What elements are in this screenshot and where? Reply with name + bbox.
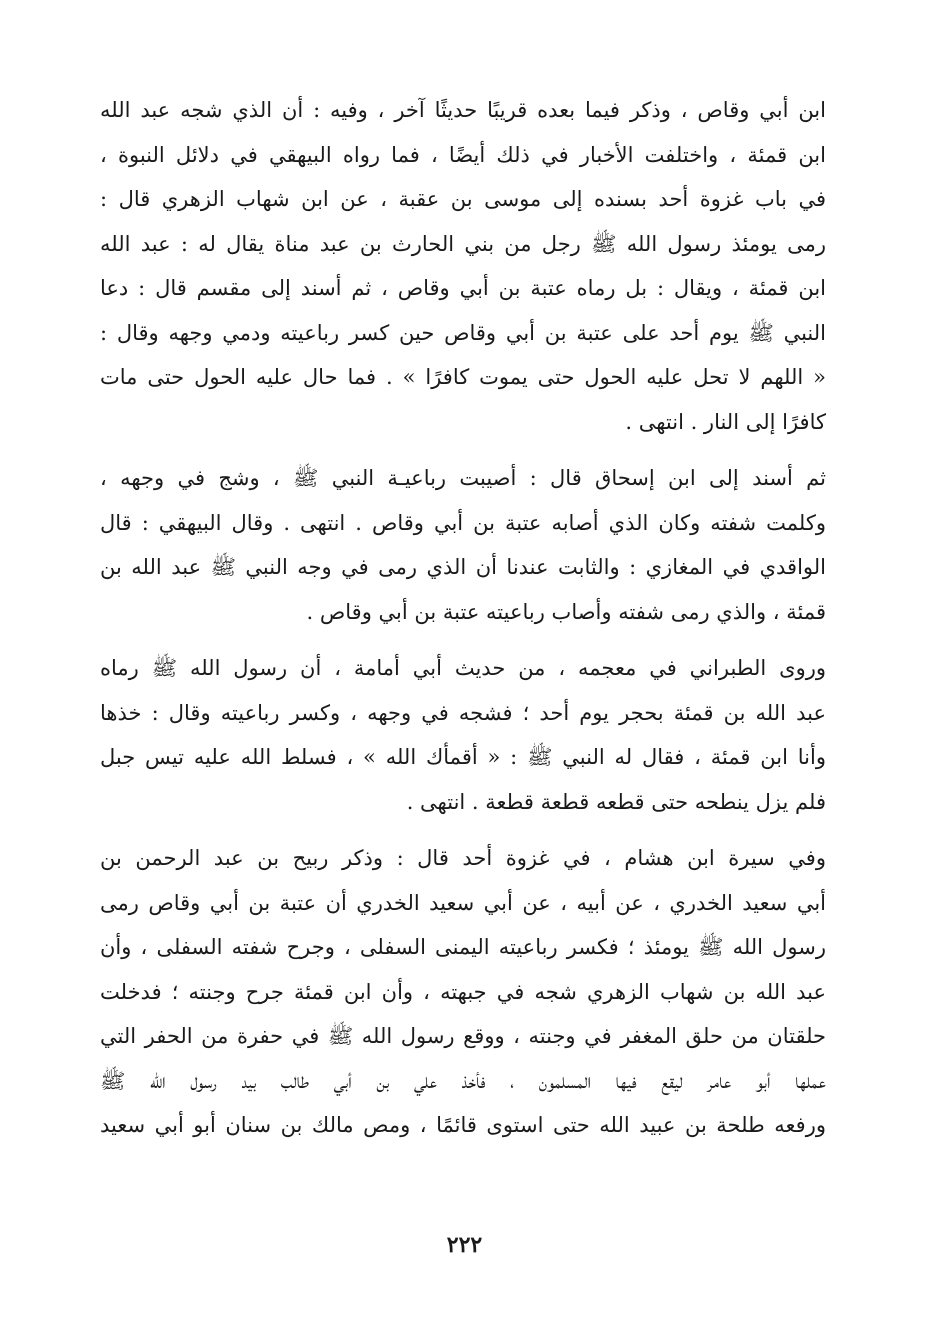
text-line: « اللهم لا تحل عليه الحول حتى يموت كافرًا » . فما حال عليه الحول حتى مات (100, 365, 826, 389)
text-line: عبد الله بن قمئة بحجر يوم أحد ؛ فشجه في وجهه ، وكسر رباعيته وقال : خذها (100, 700, 826, 725)
paragraph-4 (100, 836, 826, 1148)
text-line: رسول الله ﷺ يومئذ ؛ فكسر رباعيته اليمنى السفلى ، وجرح شفته السفلى ، وأن (100, 935, 826, 959)
text-line: ابن أبي وقاص ، وذكر فيما بعده قريبًا حديثًا آخر ، وفيه : أن الذي شجه عبد الله (100, 98, 826, 122)
paragraph-1 (100, 88, 826, 444)
text-line: وروى الطبراني في معجمه ، من حديث أبي أمامة ، أن رسول الله ﷺ رماه (100, 656, 826, 680)
text-line: ورفعه طلحة بن عبيد الله حتى استوى قائمًا ، ومص مالك بن سنان أبو أبي سعيد (100, 1113, 826, 1137)
text-line: كافرًا إلى النار . انتهى . (625, 409, 826, 434)
text-line: الواقدي في المغازي : والثابت عندنا أن الذي رمى في وجه النبي ﷺ عبد الله بن (100, 555, 826, 579)
paragraph-2 (100, 456, 826, 634)
page-number: ٢٢٢ (446, 1232, 483, 1258)
text-line: فلم يزل ينطحه حتى قطعه قطعة قطعة . انتهى . (406, 789, 826, 814)
text-line: ابن قمئة ، ويقال : بل رماه عتبة بن أبي وقاص ، ثم أسند إلى مقسم قال : دعا (100, 276, 826, 300)
paragraph-gap (100, 444, 826, 456)
text-line: وكلمت شفته وكان الذي أصابه عتبة بن أبي وقاص . انتهى . وقال البيهقي : قال (100, 510, 826, 535)
text-line: عملها أبو عامر ليقع فيها المسلمون ، فأخذ علي بن أبي طالب بيد رسول الله ﷺ (100, 1068, 826, 1093)
text-line: عبد الله بن شهاب الزهري شجه في جبهته ، وأن ابن قمئة جرح وجنته ؛ فدخلت (100, 979, 826, 1004)
text-line: حلقتان من حلق المغفر في وجنته ، ووقع رسول الله ﷺ في حفرة من الحفر التي (100, 1024, 826, 1048)
text-line: أبي سعيد الخدري ، عن أبيه ، عن أبي سعيد الخدري أن عتبة بن أبي وقاص رمى (100, 890, 826, 915)
paragraph-gap (100, 824, 826, 836)
text-line: ابن قمئة ، واختلفت الأخبار في ذلك أيضًا ، فما رواه البيهقي في دلائل النبوة ، (100, 142, 826, 167)
text-line: ثم أسند إلى ابن إسحاق قال : أصيبت رباعيـة النبي ﷺ ، وشج في وجهه ، (100, 466, 826, 490)
text-line: وفي سيرة ابن هشام ، في غزوة أحد قال : وذكر ربيح بن عبد الرحمن بن (100, 846, 826, 870)
text-line: رمى يومئذ رسول الله ﷺ رجل من بني الحارث بن عبد مناة يقال له : عبد الله (100, 231, 826, 256)
body-text (100, 88, 826, 1148)
text-line: في باب غزوة أحد بسنده إلى موسى بن عقبة ، عن ابن شهاب الزهري قال : (100, 187, 826, 211)
paragraph-3 (100, 646, 826, 824)
text-line: قمئة ، والذي رمى شفته وأصاب رباعيته عتبة بن أبي وقاص . (306, 599, 826, 624)
text-line: النبي ﷺ يوم أحد على عتبة بن أبي وقاص حين كسر رباعيته ودمي وجهه وقال : (100, 320, 826, 345)
text-line: وأنا ابن قمئة ، فقال له النبي ﷺ : « أقمأك الله » ، فسلط الله عليه تيس جبل (100, 745, 826, 769)
paragraph-gap (100, 634, 826, 646)
